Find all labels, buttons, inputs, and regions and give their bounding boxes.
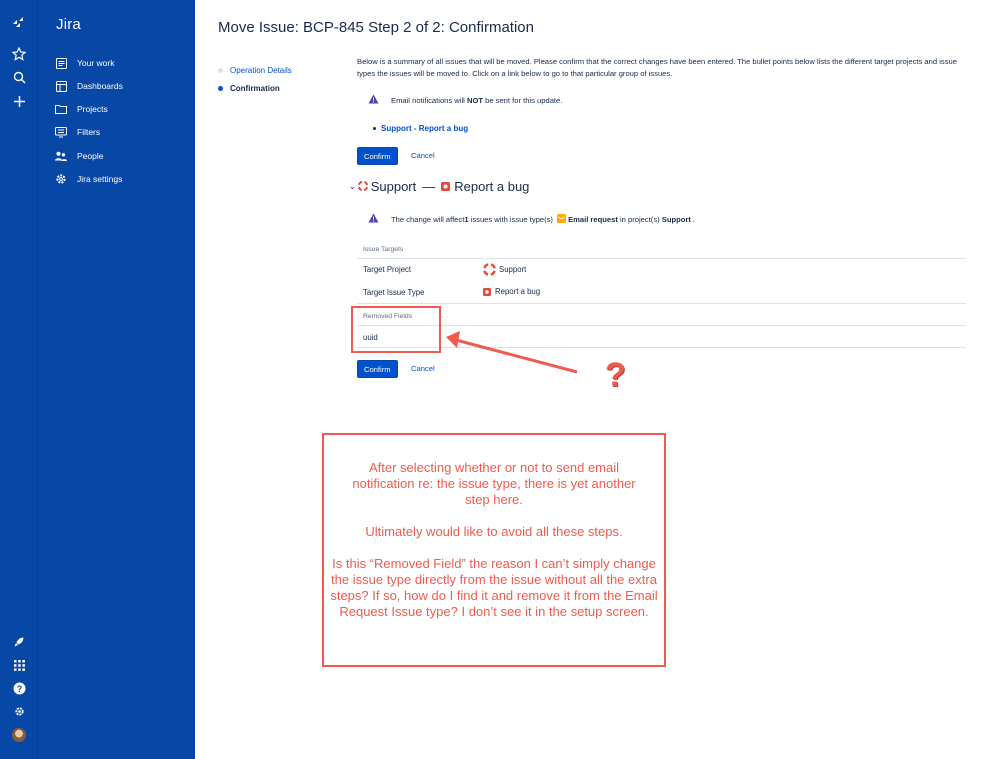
email-notice-text	[391, 96, 562, 105]
sidebar-item-label: Projects	[77, 104, 108, 114]
page-title: Move Issue: BCP-845 Step 2 of 2: Confirmation	[218, 19, 534, 36]
affect-mid2: in project(s)	[617, 214, 662, 224]
email-notice	[368, 94, 562, 106]
step-dot	[218, 68, 223, 73]
email-request-icon	[557, 214, 566, 225]
wizard-steps	[218, 63, 292, 99]
gear-icon	[55, 173, 67, 185]
chevron-down-icon[interactable]: ⌄	[349, 182, 356, 191]
bug-icon	[483, 288, 491, 296]
affect-notice	[368, 213, 695, 225]
group-section-header[interactable]	[349, 179, 529, 194]
list-icon	[55, 57, 67, 69]
global-rail	[0, 0, 38, 759]
settings-icon[interactable]	[10, 702, 28, 720]
filter-icon	[55, 126, 67, 138]
step-confirmation	[218, 81, 292, 95]
sidebar-item-projects[interactable]	[55, 100, 108, 118]
affect-type: Email request	[568, 214, 618, 224]
divider	[357, 258, 966, 259]
sidebar-item-jira-settings[interactable]	[55, 170, 122, 188]
section-type: Report a bug	[454, 179, 530, 194]
step-operation-details[interactable]	[218, 63, 292, 77]
avatar[interactable]	[10, 726, 28, 744]
cancel-link[interactable]: Cancel	[411, 151, 435, 160]
sidebar-item-label: Jira settings	[77, 174, 123, 184]
sidebar-item-label: Filters	[77, 127, 101, 137]
apps-grid-icon[interactable]	[10, 656, 28, 674]
dashboard-icon	[55, 80, 67, 92]
sidebar	[38, 0, 195, 759]
plus-icon[interactable]	[10, 92, 28, 110]
search-icon[interactable]	[10, 68, 28, 86]
help-icon[interactable]	[10, 679, 28, 697]
summary-text: Below is a summary of all issues that will be moved. Please confirm that the correct changes have been entered. The bullet points below lists the different target projects and issue types the issues will be moved to. Click on a link below to go to that particular group of issues.	[357, 57, 957, 78]
affect-project: Support	[661, 214, 691, 224]
annotation-highlight-box	[351, 306, 441, 353]
cancel-link-bottom[interactable]: Cancel	[411, 364, 435, 373]
target-type-value	[483, 287, 540, 296]
affect-mid: issues with issue type(s)	[468, 214, 556, 224]
sidebar-item-people[interactable]	[55, 147, 103, 165]
email-notice-pre: Email notifications will	[391, 95, 467, 105]
step-label[interactable]: Operation Details	[230, 65, 292, 75]
affect-pre: The change will affect	[391, 214, 465, 224]
annotation-note	[322, 433, 666, 667]
sidebar-item-filters[interactable]	[55, 123, 100, 141]
step-label: Confirmation	[230, 83, 280, 93]
divider	[357, 325, 966, 326]
section-project: Support	[370, 179, 417, 194]
annotation-paragraph: Ultimately would like to avoid all these steps.	[365, 524, 623, 539]
sidebar-item-dashboards[interactable]	[55, 77, 123, 95]
bullet-dot	[373, 127, 376, 130]
jira-logo-icon[interactable]	[10, 14, 28, 32]
affect-end: .	[690, 214, 696, 224]
app-name: Jira	[56, 16, 81, 33]
rocket-icon[interactable]	[10, 633, 28, 651]
step-dot	[218, 86, 223, 91]
annotation-arrow	[440, 328, 585, 378]
support-project-icon	[483, 263, 496, 276]
sidebar-item-label: People	[77, 151, 104, 161]
sidebar-item-your-work[interactable]	[55, 54, 114, 72]
target-project-text: Support	[499, 265, 527, 274]
warning-icon	[368, 213, 379, 225]
target-project-value	[483, 263, 526, 276]
section-dash: —	[422, 179, 436, 194]
star-icon[interactable]	[10, 45, 28, 63]
warning-icon	[368, 94, 379, 106]
sidebar-item-label: Dashboards	[77, 81, 123, 91]
target-type-label: Target Issue Type	[363, 288, 425, 297]
question-mark: ?	[605, 356, 626, 394]
sidebar-item-label: Your work	[77, 58, 115, 68]
divider	[357, 303, 966, 304]
target-type-text: Report a bug	[495, 287, 541, 296]
support-project-icon	[358, 179, 368, 194]
svg-text:?: ?	[16, 683, 22, 694]
annotation-paragraph: After selecting whether or not to send email notification re: the issue type, there is yet another step here.	[352, 460, 636, 507]
email-notice-post: be sent for this update.	[483, 95, 563, 105]
folder-icon	[55, 103, 67, 115]
bug-icon	[441, 179, 450, 194]
email-notice-bold: NOT	[466, 95, 483, 105]
group-link[interactable]: Support - Report a bug	[381, 124, 469, 133]
issue-targets-header: Issue Targets	[363, 246, 404, 253]
removed-fields-header: Removed Fields	[363, 313, 413, 320]
target-project-label: Target Project	[363, 265, 412, 274]
people-icon	[55, 150, 67, 162]
confirm-button[interactable]: Confirm	[357, 147, 398, 165]
annotation-paragraph: Is this “Removed Field” the reason I can’t simply change the issue type directly from the issue without all the extra steps? If so, how do I find it and remove it from the Email Request Issue type? I don’t see it in the setup screen.	[330, 556, 658, 619]
removed-field-value: uuid	[363, 333, 378, 342]
group-link-item[interactable]	[373, 124, 468, 133]
affect-count: 1	[464, 214, 469, 224]
confirm-button-bottom[interactable]: Confirm	[357, 360, 398, 378]
